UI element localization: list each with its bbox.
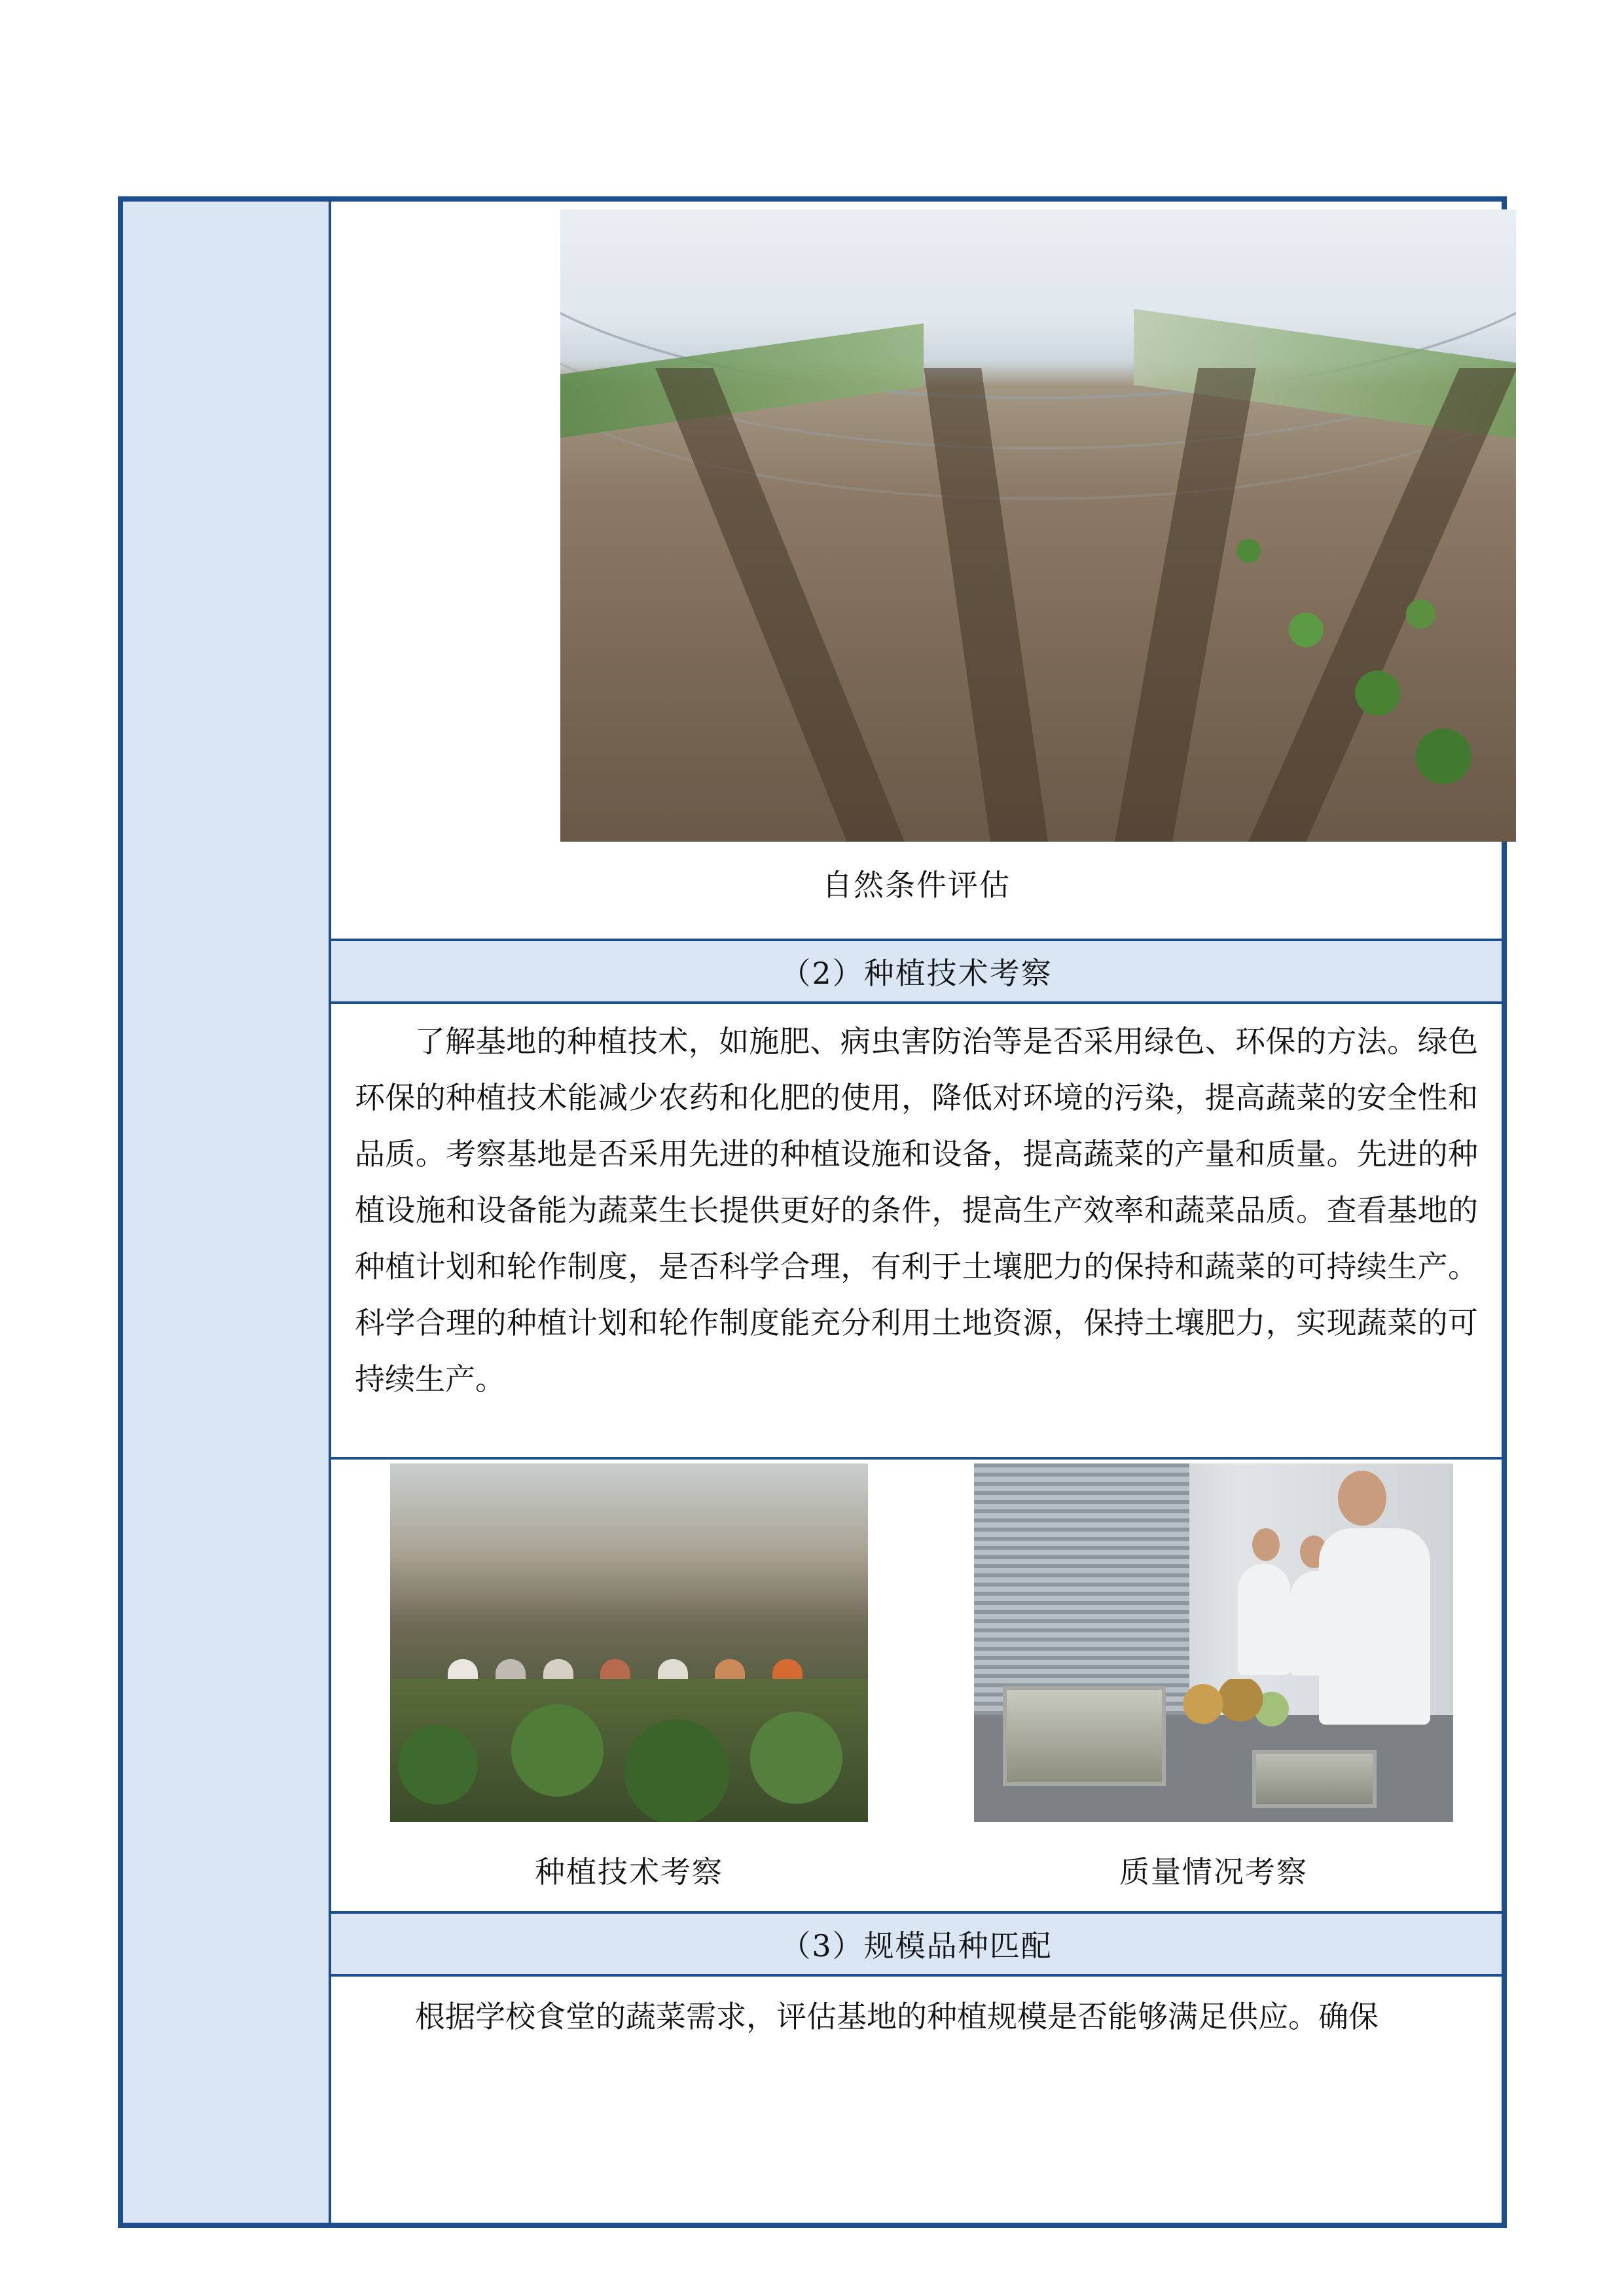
quality-check-photo [974, 1463, 1453, 1822]
planting-technology-text-cell [331, 1004, 1502, 1457]
content-column [331, 202, 1502, 2223]
section-heading-scale-variety: （3）规模品种匹配 [331, 1914, 1502, 1974]
document-table [118, 196, 1507, 2228]
planting-technology-paragraph: 了解基地的种植技术，如施肥、病虫害防治等是否采用绿色、环保的方法。绿色环保的种植技术能减少农药和化肥的使用，降低对环境的污染，提高蔬菜的安全性和品质。考察基地是否采用先进的种植设施和设备，提高蔬菜的产量和质量。先进的种植设施和设备能为蔬菜生长提供更好的条件，提高生产效率和蔬菜品质。查看基地的种植计划和轮作制度，是否科学合理，有利于土壤肥力的保持和蔬菜的可持续生产。科学合理的种植计划和轮作制度能充分利用土地资源，保持土壤肥力，实现蔬菜的可持续生产。 [355, 1024, 1478, 1397]
label-column [123, 202, 331, 2223]
section-heading-planting-technology: （2）种植技术考察 [331, 941, 1502, 1001]
scale-variety-text-cell [331, 1977, 1502, 2055]
greenhouse-photo-caption: 自然条件评估 [822, 867, 1011, 903]
greenhouse-photo [560, 209, 1516, 842]
scale-variety-paragraph: 根据学校食堂的蔬菜需求，评估基地的种植规模是否能够满足供应。确保 [415, 1999, 1379, 2034]
planting-tech-photo-caption: 种植技术考察 [535, 1854, 723, 1890]
quality-check-photo-caption: 质量情况考察 [1119, 1854, 1308, 1890]
two-photo-cell [331, 1460, 1502, 1911]
greenhouse-photo-cell [331, 202, 1502, 941]
planting-tech-photo [390, 1463, 868, 1822]
